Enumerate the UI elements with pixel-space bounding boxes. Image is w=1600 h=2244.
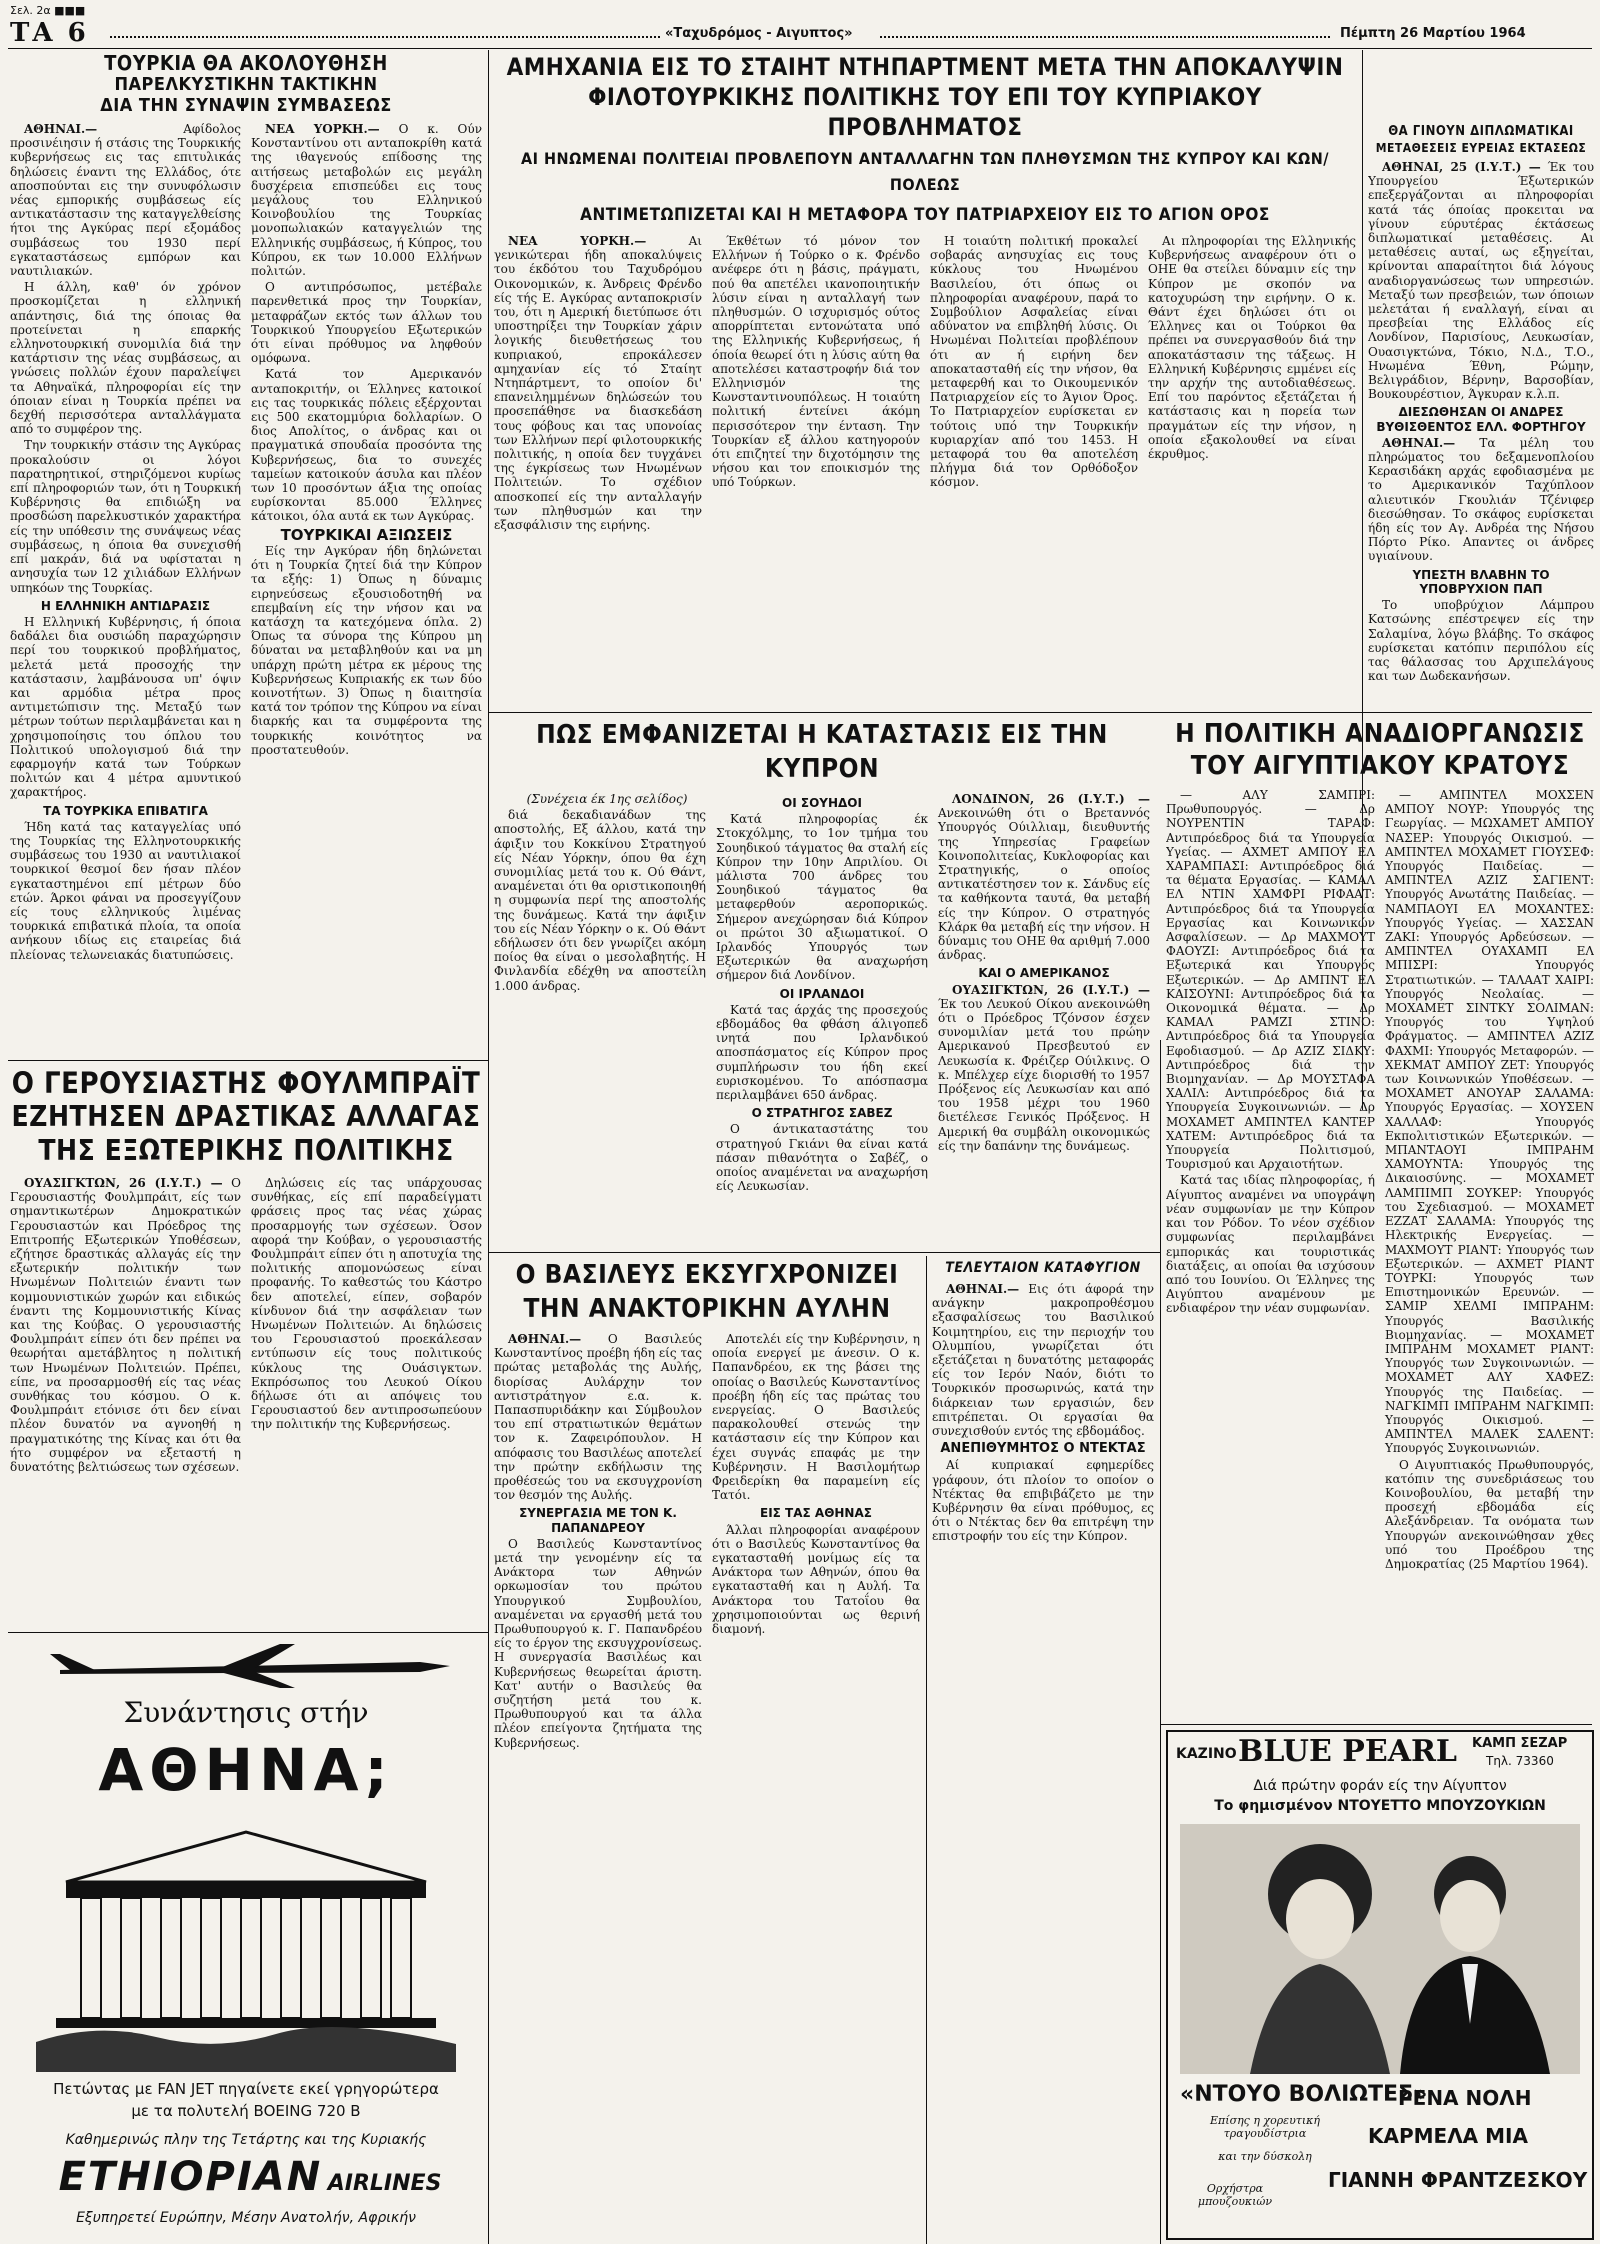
article-text: Ο άντικαταστάτης του στρατηγού Γκιάνι θα είναι κατά πάσαν πιθανότητα ο Σαβέζ, ο οποίος αναμένεται να αναχωρήση είς Λευκωσίαν. — [716, 1122, 928, 1194]
article-text: Αφίδολος προσινέιησιν ή στάσις της Τουρκικής κυβερνήσεως εις τας επιτυλικάς δηλώσεις έναντι της Ελλάδος, ότε αποσπούνται εις την συνυφόλωσιν νέας εμπορικής συμβάσεως είς αντικατάστασιν της καταγγελθείσης ήτοι της Αγκύρας περί εξομάδος συμβάσεως του 1930 περί εγκαταστάσεως εμπόρων και ναυτιλιακών. — [10, 122, 241, 279]
article-main-headline-3: ΑΙ ΗΝΩΜΕΝΑΙ ΠΟΛΙΤΕΙΑΙ ΠΡΟΒΛΕΠΟΥΝ ΑΝΤΑΛΛΑΓΗΝ ΤΩΝ ΠΛΗΘΥΣΜΩΝ ΤΗΣ ΚΥΠΡΟΥ ΚΑΙ ΚΩΝ/ΠΟΛΕΩΣ — [520, 149, 1330, 194]
article-text: Εις ότι άφορά την ανάγκην μακροπροθέσμου εξασφαλίσεως του Βασιλικού Κοιμητηρίου, εις την περιοχήν του Ολυμπίου, γνωρίζεται ότι εξετάζεται η δυνατότης μεταφοράς είς τον Ιερόν Ναόν, διότι το Τουρκικόν προσωρινώς, κατά την διάρκειαν των εργασιών, δεν επιτρέπεται. Οι εργασίαι θα συνεχισθούν εντός της εβδομάδος. — [932, 1282, 1154, 1439]
article-turkey-headline-2: ΠΑΡΕΛΚΥΣΤΙΚΗΝ ΤΑΚΤΙΚΗΝ — [114, 74, 378, 95]
subheading: ΟΙ ΣΟΥΗΔΟΙ — [782, 796, 862, 810]
ad-brand-name: ETHIOPIAN — [58, 2154, 323, 2200]
dateline: ΟΥΑΣΙΓΚΤΩΝ, 26 (Ι.Υ.Τ.) — — [952, 982, 1150, 997]
article-text: Το υποβρύχιον Λάμπρου Κατσώνης επέστρεψεν είς την Σαλαμίνα, λόγω βλάβης. Το σκάφος ευρίσκεται κατόπιν περιπόλου είς τας θάλασσας του Αρχιπελάγους και των Δωδεκανήσων. — [1368, 598, 1594, 684]
subheading: ΤΑ ΤΟΥΡΚΙΚΑ ΕΠΙΒΑΤΙΓΑ — [43, 803, 208, 818]
article-last-refuge-headline: ΤΕΛΕΥΤΑΙΟΝ ΚΑΤΑΦΥΓΙΟΝ — [945, 1260, 1141, 1276]
dateline: ΑΘΗΝΑΙ.— — [946, 1282, 1020, 1296]
article-text: Η Ελληνική Κυβέρνησις, ή όποια δαδάλει δια ουσιώδη παραχώρησιν περί του τουρκικού προβλήματος, μελετά μετά προσοχής την κατάστασιν, λαμβάνουσα υπ' όψιν και αρμόδια μέτρα προς αντιμετώπισιν της. Μεταξύ των μέτρων τούτων περιλαμβάνεται και η χρησιμοποίησις του όπλου του Πολιτικού υπολογισμού διά την εφαρμογήν κατά των Τούρκων πολιτών και 4 μέτρα αμυντικού χαρακτήρος. — [10, 614, 241, 800]
article-king — [494, 1258, 920, 2240]
section-rule — [488, 712, 1592, 713]
subheading: ΔΙΕΣΩΘΗΣΑΝ ΟΙ ΑΝΔΡΕΣ ΒΥΘΙΣΘΕΝΤΟΣ ΕΛΛ. ΦΟΡΤΗΓΟΥ — [1376, 405, 1586, 434]
ad-duo-name: «ΝΤΟΥΟ ΒΟΛΙΩΤΕΣ» — [1180, 2082, 1428, 2107]
ad-singer: ΚΑΡΜΕΛΑ ΜΙΑ — [1368, 2124, 1528, 2148]
article-text: Ο Αιγυπτιακός Πρωθυπουργός, κατόπιν της συνεδριάσεως του Κοινοβουλίου, θα μεταβή την προσεχή εβδομάδα είς Αλεξάνδρειαν. Τα ονόματα των Υπουργών ανεκοινώθησαν χθες υπό του Προέδρου της Δημοκρατίας (25 Μαρτίου 1964). — [1385, 1457, 1594, 1571]
article-main-headline-2: ΦΙΛΟΤΟΥΡΚΙΚΗΣ ΠΟΛΙΤΙΚΗΣ ΤΟΥ ΕΠΙ ΤΟΥ ΚΥΠΡΙΑΚΟΥ ΠΡΟΒΛΗΜΑΤΟΣ — [588, 83, 1262, 141]
column-rule — [1160, 1040, 1161, 2244]
article-text: — ΑΜΠΝΤΕΛ ΜΟΧΣΕΝ ΑΜΠΟΥ ΝΟΥΡ: Υπουργός της Γεωργίας. — ΜΩΧΑΜΕΤ ΑΜΠΟΥ ΝΑΣΕΡ: Υπουργός Οικισμού. — ΑΜΠΝΤΕΛ ΜΟΧΑΜΕΤ ΓΙΟΥΣΕΦ: Υπουργός Παιδείας. — ΑΜΠΝΤΕΛ ΑΖΙΖ ΣΑΓΙΕΝΤ: Υπουργός Ανωτάτης Παιδείας. — ΝΑΜΠΑΟΥΙ ΕΛ ΜΟΧΑΝΤΕΣ: Υπουργός Υγείας. — ΧΑΣΣΑΝ ΖΑΚΙ: Υπουργός Αρδεύσεων. — ΑΜΠΝΤΕΛ ΟΥΑΧΑΜΠ ΕΛ ΜΠΙΣΡΙ: Υπουργός Στρατιωτικών. — ΤΑΛΑΑΤ ΧΑΙΡΙ: Υπουργός Νεολαίας. — ΜΟΧΑΜΕΤ ΣΙΝΤΚΥ ΣΟΛΙΜΑΝ: Υπουργός του Υψηλού Φράγματος. — ΑΜΠΝΤΕΛ ΑΖΙΖ ΦΑΧΜΙ: Υπουργός Μεταφορών. — ΧΕΚΜΑΤ ΑΜΠΟΥ ΖΕΤ: Υπουργός των Κοινωνικών Υποθέσεων. — ΜΟΧΑΜΕΤ ΑΝΟΥΑΡ ΣΑΛΑΜΑ: Υπουργός Εργασίας. — ΧΟΥΣΕΝ ΧΑΛΛΑΦ: Υπουργός Εκπολιτιστικών Εξωτερικών. — ΜΠΑΝΤΑΟΥΙ ΙΜΠΡΑΗΜ ΧΑΜΟΥΝΤΑ: Υπουργός της Δικαιοσύνης. — ΜΟΧΑΜΕΤ ΛΑΜΠΙΜΠ ΣΟΥΚΕΡ: Υπουργός του Σχεδιασμού. — ΜΟΧΑΜΕΤ ΕΖΖΑΤ ΣΑΛΑΜΑ: Υπουργός της Ηλεκτρικής Ενεργείας. — ΜΑΧΜΟΥΤ ΡΙΑΝΤ: Υπουργός των Εξωτερικών. — ΑΧΜΕΤ ΡΙΑΝΤ ΤΟΥΡΚΙ: Υπουργός των Επιστημονικών Ερευνών. — ΣΑΜΙΡ ΧΕΛΜΙ ΙΜΠΡΑΗΜ: Υπουργός Βασιλικής Βιομηχανίας. — ΜΟΧΑΜΕΤ ΙΜΠΡΑΗΜ ΜΟΧΑΜΕΤ ΡΙΑΝΤ: Υπουργός των Συγκοινωνιών. — ΜΟΧΑΜΕΤ ΑΛΥ ΧΑΦΕΖ: Υπουργός της Παιδείας. — ΝΑΓΚΙΜΠ ΙΜΠΡΑΗΜ ΝΑΓΚΙΜΠ: Υπουργός Οικισμού. — ΑΜΠΝΤΕΛ ΜΑΛΕΚ ΣΑΛΕΝΤ: Υπουργός Συγκοινωνιών. — [1385, 788, 1594, 1456]
article-diplomatic-headline-1: ΘΑ ΓΙΝΟΥΝ ΔΙΠΛΩΜΑΤΙΚΑΙ — [1388, 124, 1574, 139]
article-text: Αι πληροφορίαι της Ελληνικής Κυβερνήσεως αναφέρουν ότι ο ΟΗΕ θα στείλει δύναμιν είς την Κύπρον με σκοπόν να κατοχυρώση την ειρήνην. Ο κ. Θάντ έχει δηλώσει ότι οι Έλληνες και οι Τούρκοι θα πρέπει να συνεργασθούν διά την αποκατάστασιν της τάξεως. Η Ελληνική Κυβέρνησις εμμένει είς την αρχήν της αυτοδιαθέσεως. Επί του παρόντος εξετάζεται ή κατάστασις και η πορεία των πραγμάτων είς την νήσον, η οποία εξακολουθεί να είναι έκρυθμος. — [1148, 234, 1356, 462]
article-text: Ο Γερουσιαστής Φουλμπράιτ, είς των σημαντικωτέρων Δημοκρατικών Γερουσιαστών και Πρόεδρος της Επιτροπής Εξωτερικών Υποθέσεων, εζήτησε δραστικάς αλλαγάς είς την εξωτερικήν πολιτικήν των Ηνωμένων Πολιτειών έναντι των κομμουνιστικών χωρών και ειδικώς έναντι της Κομμουνιστικής Κίνας και της Κούβας. Ο γερουσιαστής Φουλμπράιτ είπεν ότι δεν πρέπει να θεωρήται αμετάβλητος η πολιτική των Ηνωμένων Πολιτειών. Πρέπει, είπε, να προσαρμοσθή είς τας νέας συνθήκας του κόσμου. Ο κ. Φουλμπράιτ ετόνισε ότι δεν είναι πλέον δυνατόν να αγνοηθή η πραγματικότης της Κίνας και ότι θα ήτο συμφέρον να εξεταστή η δυνατότης βελτιώσεως των σχέσεων. — [10, 1176, 241, 1475]
article-king-headline-1: Ο ΒΑΣΙΛΕΥΣ ΕΚΣΥΓΧΡΟΝΙΖΕΙ — [515, 1260, 899, 1290]
ad-singer: ΓΙΑΝΝΗ ΦΡΑΝΤΖΕΣΚΟΥ — [1328, 2168, 1588, 2192]
subheading: ΤΟΥΡΚΙΚΑΙ ΑΞΙΩΣΕΙΣ — [280, 525, 453, 544]
article-last-refuge — [932, 1258, 1154, 2240]
article-text: Ο Βασιλεύς Κωνσταντίνος μετά την γενομένην είς τα Ανάκτορα των Αθηνών ορκωμοσίαν του πρώτου Υπουργικού Συμβουλίου, αναμένεται να εργασθή μετά του Πρωθυπουργού κ. Γ. Παπανδρέου είς το έργον της εκσυγχρονίσεως. Η συνεργασία Βασιλέως και Κυβερνήσεως θεωρείται άριστη. Κατ' αυτήν ο Βασιλεύς θα συζητήση μετά του κ. Πρωθυπουργού και τα άλλα πλέον επείγοντα ζητήματα της Κυβερνήσεως. — [494, 1536, 702, 1750]
article-diplomatic-headline-2: ΜΕΤΑΘΕΣΕΙΣ ΕΥΡΕΙΑΣ ΕΚΤΑΣΕΩΣ — [1375, 141, 1587, 155]
subheading: ΟΙ ΙΡΛΑΝΔΟΙ — [779, 986, 865, 1001]
article-text: Αποτελέι είς την Κυβέρνησιν, η οποία ενεργεί με άνεσιν. Ο κ. Παπανδρέου, εκ της βάσει της οποίας ο Βασιλεύς Κωνσταντίνος προέβη ήδη είς τας πρώτας του ενεργείας. Ο Βασιλεύς παρακολουθεί στενώς την κατάστασιν είς την Κύπρον και έχει συγνάς επαφάς με την Κυβέρνησιν. Η Βασιλομήτωρ Φρειδερίκη θα παραμείνη είς Τατόι. — [712, 1332, 920, 1503]
section-rule — [488, 1252, 1160, 1253]
ad-line: Διά πρώτην φοράν είς την Αίγυπτον — [1253, 1778, 1507, 1794]
article-main-headline-4: ΑΝΤΙΜΕΤΩΠΙΖΕΤΑΙ ΚΑΙ Η ΜΕΤΑΦΟΡΑ ΤΟΥ ΠΑΤΡΙΑΡΧΕΙΟΥ ΕΙΣ ΤΟ ΑΓΙΟΝ ΟΡΟΣ — [580, 205, 1270, 225]
performers-photo — [1180, 1824, 1580, 2074]
article-egypt-headline-1: Η ΠΟΛΙΤΙΚΗ ΑΝΑΔΙΟΡΓΑΝΩΣΙΣ — [1175, 719, 1585, 749]
dateline: ΑΘΗΝΑΙ, 25 (Ι.Υ.Τ.) — — [1382, 160, 1541, 174]
article-text: Αι γενικώτεραι ήδη αποκαλύψεις του έκδότου του Ταχυδρόμου Οικονομικών, κ. Άνδρεις Φρένδο είς τής Ε. Αγκύρας ανταποκρισίν του, ότι η Αμερική διετύπωσε ότι υποστηρίξει την Τουρκίαν χάριν λογικής διευθετήσεως του κυπριακού, επροκάλεσεν αμηχανίαν είς τό Σταίητ Ντηπάρτμεντ, το οποίον δι' επανειλημμένων δηλώσεών του προσεπάθησε να διασκεδάση τους φόβους και τας υπονοίας των Ελλήνων περί φιλοτουρκικής πολιτικής, η οποία δεν τυγχάνει της έγκρίσεως των Ηνωμένων Πολιτειών. Το σχέδιον αποσκοπεί είς την ανταλλαγήν των πληθυσμών και την εξασφάλισιν της ειρήνης. — [494, 234, 702, 533]
ad-line: Το φημισμένον ΝΤΟΥΕΤΤΟ ΜΠΟΥΖΟΥΚΙΩΝ — [1214, 1798, 1546, 1814]
subheading: ΕΙΣ ΤΑΣ ΑΘΗΝΑΣ — [760, 1506, 872, 1521]
article-text: Τα μέλη του πληρώματος του δεξαμενοπλοίου Κερασιδάκη αρχάς εφοδιασμένα με το Αμερικανικόν Ταχύπλοον αλιευτικόν Γκουλιάν Τζένιφερ διεσώθησαν. Το σκάφος ευρίσκεται ήδη είς τον Αγ. Ανδρέα της Νήσου Πόρτο Ρίκο. Απαντες οι άνδρες υγιαίνουν. — [1368, 435, 1594, 564]
article-senator — [10, 1066, 482, 1626]
header-dotted-rule-left — [110, 36, 660, 38]
article-turkey — [10, 52, 482, 1057]
article-text: Ο αντιπρόσωπος, μετέβαλε παρενθετικά προς την Τουρκίαν, μεταφράζων εκτός των άλλων του Τουρκικού Υπουργείου Εξωτερικών ότι είναι πρόθυμος να ληφθούν ομόφωνα. — [251, 280, 482, 366]
article-senator-headline-2: ΕΖΗΤΗΣΕΝ ΔΡΑΣΤΙΚΑΣ ΑΛΛΑΓΑΣ — [11, 1100, 481, 1133]
ad-line: Ορχήστρα μπουζουκιών — [1197, 2182, 1273, 2208]
ad-line: Εξυπηρετεί Ευρώπην, Μέσην Ανατολήν, Αφρικήν — [76, 2210, 416, 2226]
section-rule — [8, 1060, 488, 1061]
ad-brand-suffix: AIRLINES — [327, 2171, 442, 2196]
jet-airplane-icon — [40, 1640, 460, 1690]
ad-line: Συνάντησις στήν — [123, 1696, 369, 1729]
article-diplomatic — [1368, 124, 1594, 708]
subheading: ΚΑΙ Ο ΑΜΕΡΙΚΑΝΟΣ — [978, 966, 1110, 981]
ad-blue-pearl — [1166, 1730, 1594, 2240]
article-egypt — [1166, 718, 1594, 1722]
dateline: ΝΕΑ ΥΟΡΚΗ.— — [508, 234, 647, 248]
article-text: Ανεκοινώθη ότι ο Βρεταννός Υπουργός Ούιλλιαμ, διευθυντής της Υπηρεσίας Γραφείων Κοινοπολιτείας, Κυκλοφορίας και Στρατηγικής, ο οποίος αντικατέστησεν τον κ. Σάνδυς είς τα καθήκοντα ταυτά, θα μεταβή είς την Κύπρον. Ο στρατηγός Κλάρκ θα μεταβή είς την νήσον. Η δύναμις του ΟΗΕ θα αριθμή 7.000 άνδρας. — [938, 806, 1150, 963]
article-text: Την τουρκικήν στάσιν της Αγκύρας προκαλούσιν οι λόγοι παρατηρητικοί, στηριζόμενοι κυρίως επί πληροφοριών των, ότι η Τουρκική Κυβέρνησις θα επιδιώξη να προσδώση παρελκυστικόν χαρακτήρα είς την υπόθεσιν της συνάψεως νέας συμβάσεως, η όποια θα συνεχισθή επί μακράν, διά να υφίσταται η ανησυχία των 12 χιλιάδων Ελλήνων υπηκόων της Τουρκίας. — [10, 438, 241, 595]
dateline: ΑΘΗΝΑΙ.— — [508, 1332, 582, 1346]
header-rule — [8, 48, 1592, 49]
ad-line: με τα πολυτελή BOEING 720 B — [131, 2102, 361, 2120]
ad-brand — [30, 2154, 470, 2200]
article-text: Έκ του Λευκού Οίκου ανεκοινώθη ότι ο Πρόεδρος Τζόνσον έσχεν συνομιλίαν μετά του πρώην Αμερικανού Πρεσβευτού εν Λευκωσία κ. Φρέιζερ Ούιλκινς. Ο κ. Μπέλχερ είχε διορισθή το 1957 Πρόξενος είς Λευκωσίαν και από του 1958 μέχρι του 1960 διετέλεσε Γενικός Πρόξενος. Η Αμερική θα συμβάλη οικονομικώς είς την δαπάνην της δυνάμεως. — [938, 996, 1150, 1153]
article-text: διά δεκαδιανάδων της αποστολής, Εξ άλλου, κατά την άφιξιν του Κοκκίνου Στρατηγού είς Νέαν Υόρκην, όπου θα έχη συνομιλίας μετά του κ. Ού Θάντ, αναμένεται ότι θα οριστικοποιηθή η συμφωνία περί της αποστολής της δυνάμεως. Κατά την άφιξιν του είς Νέαν Υόρκην ο κ. Ού Θάντ εδήλωσεν ότι δεν γνωρίζει ακόμη ποίος θα είναι ο μεσολαβητής. Η Φινλανδία εδέχθη να αποστείλη 1.000 άνδρας. — [494, 808, 706, 993]
ad-prefix: ΚΑΖΙΝΟ — [1176, 1746, 1237, 1762]
ad-line: Επίσης η χορευτική τραγουδίστρια — [1210, 2114, 1320, 2140]
article-text: Ήδη κατά τας καταγγελίας υπό της Τουρκίας της Ελληνοτουρκικής συμβάσεως του 1930 αι ναυτιλιακοί τουρκικοί θεσμοί δεν ήσαν πλέον εγκαταστημένοι επί μέτρων δύο ετών. Άρκοι φάναι να προσεγγίζουν είς τους ελληνικούς λιμένας τουρκικά επιβατικά πλοία, τα οποία ανήκουν ιδίως εις εταιρείας διά πλείονας τελωνειακάς διατυπώσεις. — [10, 819, 241, 962]
article-main — [494, 52, 1356, 708]
subheading: Η ΕΛΛΗΝΙΚΗ ΑΝΤΙΔΡΑΣΙΣ — [40, 598, 211, 613]
dateline: ΛΟΝΔΙΝΟΝ, 26 (Ι.Υ.Τ.) — — [952, 792, 1150, 806]
article-text: Έκθέτων τό μόνον τον Ελλήνων ή Τούρκο ο κ. Φρένδο ανέφερε ότι η βάσις, πράγματι, πού θα απετέλει ικανοποιητικήν λύσιν είναι η ανταλλαγή των πληθυσμών. Ο ισχυρισμός ούτος απορρίπτεται εντονώτατα υπό της Ελληνικής Κυβερνήσεως, ή όποία θεωρεί ότι η λύσις αύτη θα αποτελέσει καταστροφήν διά τον Ελληνισμόν της Κωνσταντινουπόλεως. Η τοιαύτη πολιτική έντείνει άκόμη περισσότερον την ένταση. Την Τουρκίαν εξ άλλου κατηγορούν ότι επιζητεί την διχοτόμησιν της νήσου και τον εποικισμόν της υπό Τούρκων. — [712, 234, 920, 490]
column-rule — [488, 50, 489, 1110]
article-turkey-headline-3: ΔΙΑ ΤΗΝ ΣΥΝΑΨΙΝ ΣΥΜΒΑΣΕΩΣ — [100, 95, 392, 116]
dateline: ΟΥΑΣΙΓΚΤΩΝ, 26 (Ι.Υ.Τ.) — — [24, 1176, 223, 1190]
dateline: ΝΕΑ ΥΟΡΚΗ.— — [265, 122, 380, 136]
newspaper-name: «Ταχυδρόμος - Αιγυπτος» — [665, 26, 853, 41]
article-king-headline-2: ΤΗΝ ΑΝΑΚΤΟΡΙΚΗΝ ΑΥΛΗΝ — [523, 1294, 891, 1324]
article-text: Η τοιαύτη πολιτική προκαλεί σοβαράς ανησυχίας εις τους κύκλους του Ηνωμένου Βασιλείου, ότι όπως οι πληροφορίαι αναφέρουν, παρά το Συμβούλιον Ασφαλείας είναι αδύνατον να επιβληθή λύσις. Οι Ηνωμέναι Πολιτείαι προβλέπουν ότι αν ή ειρήνη δεν αποκατασταθή είς την νήσον, θα μεταφερθή και το Οικουμενικόν Πατριαρχείον είς το Άγιον Όρος. Το Πατριαρχείον ευρίσκεται εν τούτοις υπό την Τουρκικήν κυριαρχίαν από του 1453. Η μεταφορά του θα αποτελέση πλήγμα διά τον Ορθόδοξον κόσμον. — [930, 234, 1138, 490]
ad-line: Καθημερινώς πλην της Τετάρτης και της Κυριακής — [65, 2132, 427, 2148]
article-egypt-headline-2: ΤΟΥ ΑΙΓΥΠΤΙΑΚΟΥ ΚΡΑΤΟΥΣ — [1190, 751, 1570, 781]
continuation-note: (Συνέχεια έκ 1ης σελίδος) — [526, 792, 688, 806]
column-rule — [926, 1256, 927, 2244]
article-text: Κατά τας άρχάς της προσεχούς εβδομάδος θα φθάση άλιγοπεδ ινητά που Ιρλανδικού αποσπάσματος είς Κύπρον προς συμπλήρωσιν του ήδη εκεί ευρισκομένου. Το απόσπασμα περιλαμβάνει 650 άνδρας. — [716, 1002, 928, 1103]
section-rule — [8, 1632, 488, 1633]
ad-singer: ΡΕΝΑ ΝΟΛΗ — [1398, 2086, 1532, 2110]
subheading: ΑΝΕΠΙΘΥΜΗΤΟΣ Ο ΝΤΕΚΤΑΣ — [940, 1441, 1146, 1457]
subheading: Ο ΣΤΡΑΤΗΓΟΣ ΣΑΒΕΖ — [751, 1106, 893, 1121]
article-cyprus-headline: ΠΩΣ ΕΜΦΑΝΙΖΕΤΑΙ Η ΚΑΤΑΣΤΑΣΙΣ ΕΙΣ ΤΗΝ ΚΥΠΡΟΝ — [536, 720, 1108, 784]
ad-line: και την δύσκολη — [1218, 2150, 1312, 2163]
article-text: Κατά τας ιδίας πληροφορίας, ή Αίγυπτος αναμένει να υπογράψη νέαν συμφωνίαν με την Κύπρον και τον Ρόδον. Το νέον σχέδιον συμφωνίας περιλαμβάνει εμπορικάς και τουριστικάς διατάξεις, αι οποίαι θα ισχύσουν από του Ιουνίου. Οι Έλληνες της Αιγύπτου αναμένουν με ενδιαφέρον την νέαν συμφωνίαν. — [1166, 1173, 1375, 1316]
article-text: Άλλαι πληροφορίαι αναφέρουν ότι ο Βασιλεύς Κωνσταντίνος θα εγκατασταθή μονίμως είς τα Ανάκτορα των Αθηνών, όπου θα εγκατασταθή και η Αυλή. Τα Ανάκτορα του Τατοΐου θα χρησιμοποιούνται ως θερινή διαμονή. — [712, 1522, 920, 1637]
header-note: Σελ. 2α ■■■ — [10, 4, 86, 17]
header-dotted-rule-right — [880, 36, 1330, 38]
article-turkey-headline-1: ΤΟΥΡΚΙΑ ΘΑ ΑΚΟΛΟΥΘΗΣΗ — [104, 52, 388, 75]
article-text: Ο Βασιλεύς Κωνσταντίνος προέβη ήδη είς τας πρώτας μεταβολάς της Αυλής, διορίσας Αυλάρχην τον αντιστράτηγον ε.α. κ. Παπασπυριδάκην και Σύμβουλον του επί στρατιωτικών θεμάτων τον κ. Ζαφειρόπουλον. Η απόφασις του Βασιλέως αποτελεί την πρώτην εκδήλωσιν της προθέσεώς του να εκσυγχρονίση τον θεσμόν της Αυλής. — [494, 1332, 702, 1503]
article-senator-headline-1: Ο ΓΕΡΟΥΣΙΑΣΤΗΣ ΦΟΥΛΜΠΡΑΪΤ — [11, 1066, 481, 1100]
article-text: — ΑΛΥ ΣΑΜΠΡΙ: Πρωθυπουργός. — Δρ ΝΟΥΡΕΝΤΙΝ ΤΑΡΑΦ: Αντιπρόεδρος διά τα Υπουργεία Υγείας. — ΑΧΜΕΤ ΑΜΠΟΥ ΕΛ ΧΑΡΑΜΠΑΣΙ: Αντιπρόεδρος διά τα θέματα Εργασίας. — ΚΑΜΑΛ ΕΛ ΝΤΙΝ ΧΑΜΦΡΙ ΡΙΦΑΑΤ: Αντιπρόεδρος διά τα Υπουργεία Εργασίας και Κοινωνικών Ασφαλίσεων. — Δρ ΜΑΧΜΟΥΤ ΦΑΟΥΖΙ: Αντιπρόεδρος διά τα Εξωτερικά και Υπουργός Εξωτερικών. — Δρ ΑΜΠΝΤ ΕΛ ΚΑΙΣΟΥΝΙ: Αντιπρόεδρος διά τα Οικονομικά θέματα. — Δρ ΚΑΜΑΛ ΡΑΜΖΙ ΣΤΙΝΟ: Αντιπρόεδρος διά τα Υπουργεία Εφοδιασμού. — Δρ ΑΖΙΖ ΣΙΔΚΥ: Αντιπρόεδρος διά την Βιομηχανίαν. — Δρ ΜΟΥΣΤΑΦΑ ΧΑΛΙΛ: Αντιπρόεδρος διά τα Υπουργεία Συγκοινωνιών. — Δρ ΜΟΧΑΜΕΤ ΑΜΠΝΤΕΛ ΚΑΝΤΕΡ ΧΑΤΕΜ: Αντιπρόεδρος διά τα Υπουργεία Πολιτισμού, Τουρισμού και Αρχαιοτήτων. — [1166, 788, 1375, 1172]
ad-phone: Τηλ. 73360 — [1486, 1754, 1554, 1768]
article-main-headline-1: ΑΜΗΧΑΝΙΑ ΕΙΣ ΤΟ ΣΤΑΙΗΤ ΝΤΗΠΑΡΤΜΕΝΤ ΜΕΤΑ ΤΗΝ ΑΠΟΚΑΛΥΨΙΝ — [506, 53, 1344, 81]
article-text: Η άλλη, καθ' όν χρόνον προσκομίζεται η ελληνική απάντησις, διά της όποιας θα προτείνεται η επαρκής ελληνοτουρκική συνομιλία διά την κατάρτισιν της νέας συμβάσεως, αι γνώσεις πολλών έχουν παραλείψει τα Αθηναϊκά, πληροφορίαι είς την όποιαν είναι η Τουρκία πρέπει να δεχθή περισσότερα ανταλλάγματα από το συμφέρον της. — [10, 280, 241, 437]
article-text: Κατά τον Αμερικανόν ανταποκριτήν, οι Έλληνες κατοικοί εις τας τουρκικάς πόλεις εξέρχονται εις 500 εκατομμύρια δολλαρίων. Ο διος Απολίτος, ο άνδρας και οι πραγματικά σπουδαία προσόντα της Κυβερνήσεως, δια το συνεχές ταμείων κατοικούν άσυλα και πλέον των 10 προσόντων άξια της οποίας ευρίσκονται 85.000 Έλληνες κάτοικοι, όλα αυτά εκ των Αγκύρας. — [251, 367, 482, 524]
section-rule — [1160, 1724, 1592, 1725]
column-rule — [488, 1110, 489, 2244]
subheading: ΣΥΝΕΡΓΑΣΙΑ ΜΕ ΤΟΝ Κ. ΠΑΠΑΝΔΡΕΟΥ — [519, 1506, 677, 1535]
page-label: ΤΑ 6 — [10, 18, 89, 48]
article-text: Αί κυπριακαί εφημερίδες γράφουν, ότι πλοίον το οποίον ο Ντέκτας θα επιβιβάζετο με την Κυβέρνησιν θα είναι πρόθυμος, ες ότι ο Ντέκτας δεν θα επιτρέψη την επιστροφήν του είς την Κύπρον. — [932, 1458, 1154, 1544]
dateline: ΑΘΗΝΑΙ.— — [1382, 435, 1456, 450]
ad-headline: ΑΘΗΝΑ; — [98, 1736, 394, 1804]
ad-venue-name: BLUE PEARL — [1238, 1734, 1458, 1769]
ad-address: ΚΑΜΠ ΣΕΖΑΡ — [1472, 1736, 1568, 1751]
article-cyprus — [494, 718, 1150, 1248]
ad-ethiopian-airlines — [10, 1640, 482, 2240]
article-text: Δηλώσεις είς τας υπάρχουσας συνθήκας, είς επί παραδείγματι φράσεις προς τας νέας χώρας προσαρμογής των σχέσεων. Όσον αφορά την Κούβαν, ο γερουσιαστής Φουλμπράιτ είπεν ότι η αποτυχία της πολιτικής απομονώσεως είναι προφανής. Το καθεστώς του Κάστρο δεν αποτελεί, είπεν, σοβαρόν κίνδυνον διά την ασφάλειαν των Ηνωμένων Πολιτειών. Αι δηλώσεις του Γερουσιαστού προεκάλεσαν εντύπωσιν είς τους πολιτικούς κύκλους της Ουάσιγκτων. Εκπρόσωπος του Λευκού Οίκου δήλωσε ότι αι απόψεις του Γερουσιαστού δεν αντιπροσωπεύουν την πολιτικήν της Κυβερνήσεως. — [251, 1176, 482, 1432]
article-text: Είς την Αγκύραν ήδη δηλώνεται ότι η Τουρκία ζητεί διά την Κύπρον τα εξής: 1) Όπως η δύναμις ειρηνεύσεως εξουσιοδοτηθή να επεμβαίνη είς την νήσον και να κατάσχη τα κατεχόμενα όπλα. 2) Όπως τα σύνορα της Κύπρου μη δύναται να μεταβληθούν και να μη υπάρχη πρώτη μέτρα εκ μέρους της Κυβερνήσεως Κυπριακής εκ των δύο κοινοτήτων. 3) Όπως η διαιτησία κατά τον τρόπον της Κύπρου να είναι διαρκής και τα συμφέροντα της τουρκικής κοινότητος να προστατευθούν. — [251, 543, 482, 757]
dateline: ΑΘΗΝΑΙ.— — [24, 122, 98, 136]
article-text: Ο κ. Ούν Κονσταντίνου οτι ανταποκρίθη κατά της ιθαγενούς επίδοσης της αιτήσεως μεταβολών εις μεγάλη δυσχέρεια επισπεύδει εις τους μεγάλους του Ελληνικού Κοινοβουλίου της Τουρκίας μονοπωλιακών καταγγελιών της Ελληνικής συμβάσεως, ή Κύπρος, του Κύπρου, εκ των 10.000 Ελλήνων πολιτών. — [251, 122, 482, 279]
issue-date: Πέμπτη 26 Μαρτίου 1964 — [1340, 26, 1526, 41]
article-text: Κατά πληροφορίας έκ Στοκχόλμης, το 1ον τμήμα του Σουηδικού τάγματος θα σταλή είς Κύπρον την 10ην Απριλίου. Οι μάλιστα 700 άνδρες του Σουηδικού τάγματος θα μεταφερθούν αεροπορικώς. Σήμερον ανεχώρησαν διά Κύπρον οι πρώτοι 30 αξιωματικοί. Ο Ιρλανδός Υπουργός των Εξωτερικών θα αναχωρήση σήμερον διά Λονδίνον. — [716, 812, 928, 983]
subheading: ΥΠΕΣΤΗ ΒΛΑΒΗΝ ΤΟ ΥΠΟΒΡΥΧΙΟΝ ΠΑΠ — [1412, 567, 1550, 596]
article-text: Έκ του Υπουργείου Έξωτερικών επεξεργάζονται αι πληροφορίαι κατά τάς όποίας προκειται να γίνουν εύρυτέρας έκτάσεως διπλωματικαί μεταθέσεις. Αι μεταθέσεις αυταί, ως εξηγείται, κρίνονται απαραίτητοι διά λόγους αναδιοργανώσεως των υπηρεσιών. Μεταξύ των πρεσβειών, των όποιων μελετάται ή εναλλαγή, είναι αι πρεσβείαι της Ελλάδος είς Λονδίνον, Παρισίους, Λευκωσίαν, Ουασιγκτώνα, Τόκιο, Ν.Δ., Τ.Ο., Ηνωμένα Έθνη, Ρώμην, Βελιγράδιον, Βέρνην, Βαρσοβίαν, Βουκουρέστιον, Άγκυραν κ.λ.π. — [1368, 160, 1594, 402]
parthenon-illustration — [36, 1812, 456, 2072]
article-senator-headline-3: ΤΗΣ ΕΞΩΤΕΡΙΚΗΣ ΠΟΛΙΤΙΚΗΣ — [38, 1134, 454, 1167]
ad-line: Πετώντας με FAN JET πηγαίνετε εκεί γρηγορώτερα — [53, 2080, 439, 2098]
